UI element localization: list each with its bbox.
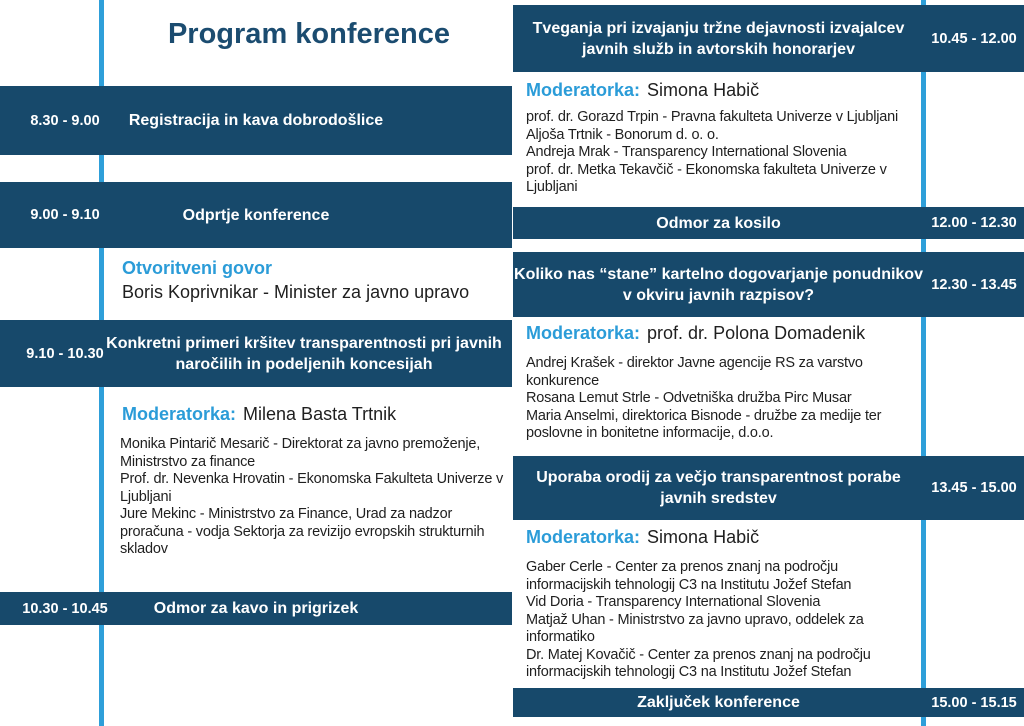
speaker: Maria Anselmi, direktorica Bisnode - družbe za medije ter poslovne in bonitetne informacije, d.o.o. (526, 407, 882, 441)
speaker: Aljoša Trtnik - Bonorum d. o. o. (526, 126, 719, 143)
break-bar-coffee (0, 592, 512, 625)
moderator-name: Milena Basta Trtnik (243, 404, 397, 424)
time-registration: 8.30 - 9.00 (30, 112, 100, 129)
moderator-name: Simona Habič (647, 527, 760, 547)
moderator-name: prof. dr. Polona Domadenik (647, 323, 866, 343)
speaker: Monika Pintarič Mesarič - Direktorat za javno premoženje, Ministrstvo za finance (120, 436, 481, 470)
speaker: prof. dr. Gorazd Trpin - Pravna fakulteta Univerze v Ljubljani (526, 109, 899, 125)
break-bar-lunch (513, 207, 1024, 239)
speaker-list-session2 (526, 109, 924, 197)
opening-speech-heading: Otvoritveni govor (122, 258, 273, 278)
moderator-label: Moderatorka: (526, 80, 641, 100)
session-bar-session2 (513, 5, 1024, 72)
session-title-session2: Tveganja pri izvajanju tržne dejavnosti izvajalcev javnih služb in avtorskih honorarjev (532, 19, 905, 58)
speaker: Dr. Matej Kovačič - Center za prenos znanj na področju informacijskih tehnologij C3 na Institutu Jožef Stefan (526, 646, 871, 680)
session-title-opening: Odprtje konference (182, 206, 330, 224)
session-title-session3: Koliko nas “stane” kartelno dogovarjanje ponudnikov v okviru javnih razpisov? (514, 265, 923, 304)
session-bar-session4 (513, 456, 1024, 520)
moderator-line-session3 (526, 323, 865, 344)
moderator-line-session1 (122, 404, 396, 425)
time-session3: 12.30 - 13.45 (931, 276, 1017, 293)
session-bar-registration (0, 86, 512, 155)
moderator-label: Moderatorka: (526, 323, 641, 343)
time-closing: 15.00 - 15.15 (931, 694, 1017, 711)
moderator-name: Simona Habič (647, 80, 760, 100)
speaker-list-session4 (526, 559, 926, 682)
time-session2: 10.45 - 12.00 (931, 30, 1017, 47)
opening-speech-speaker: Boris Koprivnikar - Minister za javno upravo (122, 282, 470, 302)
speaker: Rosana Lemut Strle - Odvetniška družba Pirc Musar (526, 390, 852, 406)
speaker: Matjaž Uhan - Ministrstvo za javno upravo, oddelek za informatiko (526, 611, 864, 645)
speaker: Vid Doria - Transparency International Slovenia (526, 594, 821, 610)
session-bar-session1 (0, 320, 512, 387)
session-title-session1: Konkretni primeri kršitev transparentnosti pri javnih naročilih in podeljenih koncesijah (106, 334, 502, 373)
speaker: Gaber Cerle - Center za prenos znanj na področju informacijskih tehnologij C3 na Institutu Jožef Stefan (526, 559, 852, 593)
moderator-label: Moderatorka: (526, 527, 641, 547)
speaker: Andrej Krašek - direktor Javne agencije RS za varstvo konkurence (526, 355, 863, 389)
speaker-list-session1 (120, 436, 512, 559)
session-bar-opening (0, 182, 512, 248)
time-opening: 9.00 - 9.10 (30, 207, 100, 223)
speaker: Prof. dr. Nevenka Hrovatin - Ekonomska Fakulteta Univerze v Ljubljani (120, 471, 504, 505)
opening-speech-block (122, 256, 469, 304)
break-title-closing: Zaključek konference (637, 694, 800, 711)
speaker: prof. dr. Metka Tekavčič - Ekonomska fakulteta Univerze v Ljubljani (526, 161, 887, 195)
time-lunch-break: 12.00 - 12.30 (931, 215, 1017, 231)
speaker: Jure Mekinc - Ministrstvo za Finance, Urad za nadzor proračuna - vodja Sektorja za revizijo evropskih strukturnih skladov (120, 506, 485, 557)
moderator-line-session4 (526, 527, 759, 548)
break-title-lunch: Odmor za kosilo (656, 214, 781, 232)
break-bar-closing (513, 688, 1024, 717)
moderator-line-session2 (526, 80, 759, 101)
session-title-registration: Registracija in kava dobrodošlice (128, 112, 384, 129)
time-session4: 13.45 - 15.00 (931, 480, 1017, 496)
page-title: Program konference (167, 18, 451, 50)
session-bar-session3 (513, 252, 1024, 317)
speaker-list-session3 (526, 355, 924, 443)
time-coffee-break: 10.30 - 10.45 (22, 600, 108, 617)
session-title-session4: Uporaba orodij za večjo transparentnost porabe javnih sredstev (536, 469, 901, 507)
time-session1: 9.10 - 10.30 (26, 345, 104, 362)
speaker: Andreja Mrak - Transparency International Slovenia (526, 144, 847, 160)
moderator-label: Moderatorka: (122, 404, 237, 424)
break-title-coffee: Odmor za kavo in prigrizek (153, 600, 359, 617)
